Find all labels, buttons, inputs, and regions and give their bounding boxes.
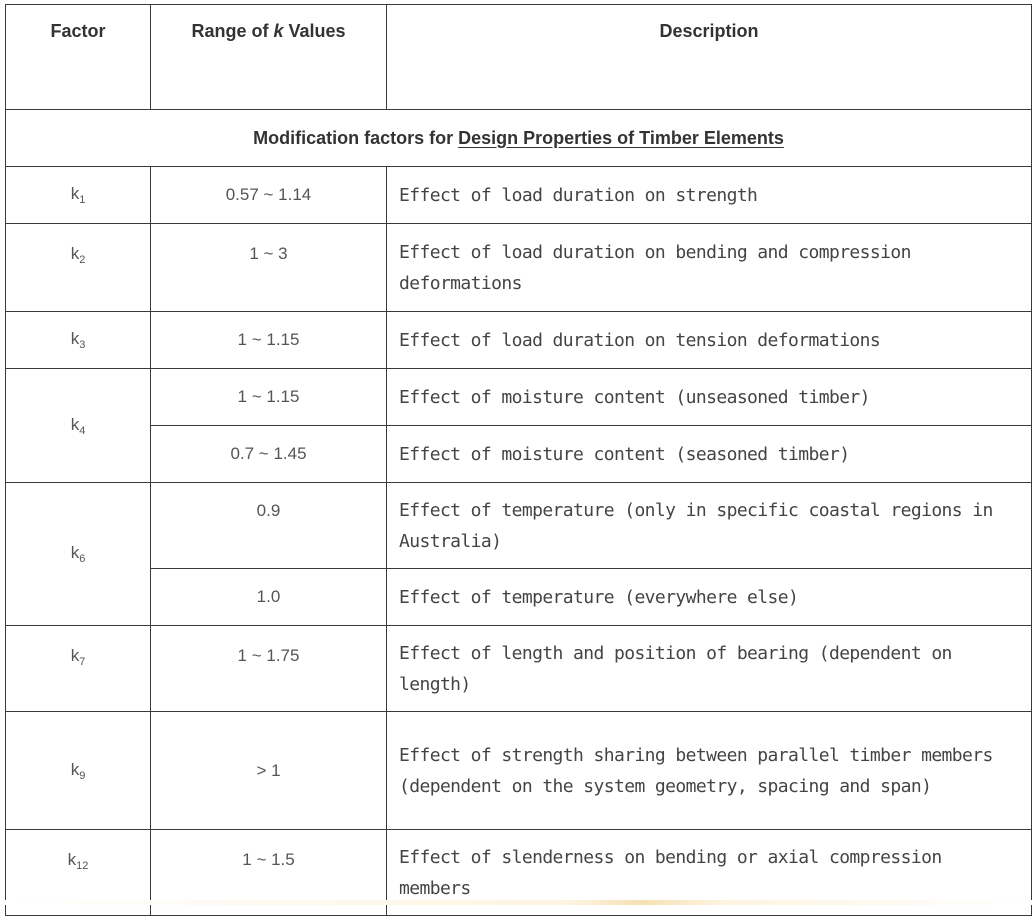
description-cell: Effect of temperature (only in specific coastal regions in Australia) [387,483,1032,569]
range-cell: 1 ~ 1.75 [151,626,387,712]
factor-symbol: k [70,414,80,434]
factor-cell [6,312,151,369]
table-row [6,626,1032,712]
factor-cell [6,626,151,712]
factor-cell [6,224,151,312]
section-row [6,110,1032,167]
factor-subscript: 2 [79,254,86,266]
description-cell: Effect of load duration on bending and compression deformations [387,224,1032,312]
header-range-prefix: Range of [191,21,274,41]
header-range [151,5,387,110]
factor-subscript: 4 [79,424,86,437]
range-cell: 1 ~ 3 [151,224,387,312]
factor-symbol: k [70,759,80,779]
table-row [6,312,1032,369]
modification-factors-table [5,4,1032,916]
section-heading [6,110,1032,167]
description-cell: Effect of length and position of bearing (dependent on length) [387,626,1032,712]
range-cell: 0.57 ~ 1.14 [151,167,387,224]
description-cell: Effect of load duration on tension deformations [387,312,1032,369]
factor-subscript: 3 [79,339,86,351]
factor-symbol: k [70,543,80,562]
section-prefix: Modification factors for [253,127,459,148]
header-row [6,5,1032,110]
range-cell: 1.0 [151,569,387,626]
factor-symbol: k [70,184,80,203]
range-cell: 1 ~ 1.15 [151,312,387,369]
factor-subscript: 12 [76,860,89,872]
table-row [6,369,1032,426]
description-cell: Effect of load duration on strength [387,167,1032,224]
factor-subscript: 1 [79,194,86,206]
description-cell: Effect of moisture content (unseasoned timber) [387,369,1032,426]
bottom-strip [0,900,1034,905]
description-cell: Effect of temperature (everywhere else) [387,569,1032,626]
factor-subscript: 9 [79,769,86,782]
factor-symbol: k [70,329,80,348]
factor-cell [6,712,151,830]
range-cell: 0.9 [151,483,387,569]
range-cell: > 1 [151,712,387,830]
range-cell: 1 ~ 1.15 [151,369,387,426]
table-row [6,224,1032,312]
header-range-suffix: Values [283,21,346,41]
header-description: Description [387,5,1032,110]
header-range-k: k [273,21,284,41]
design-properties-link[interactable]: Design Properties of Timber Elements [458,127,784,148]
factor-symbol: k [67,850,77,869]
header-factor: Factor [6,5,151,110]
factor-symbol: k [70,244,80,263]
factor-symbol: k [70,646,80,665]
description-cell: Effect of strength sharing between parallel timber members (dependent on the system geometry, spacing and span) [387,712,1032,830]
factor-subscript: 7 [79,656,86,668]
table-row [6,712,1032,830]
factor-subscript: 6 [79,553,86,565]
factor-cell [6,483,151,626]
table-row [6,426,1032,483]
range-cell: 1 ~ 1.5 [151,830,387,916]
table-row [6,483,1032,569]
description-cell: Effect of slenderness on bending or axial compression members [387,830,1032,916]
factor-cell [6,369,151,483]
description-cell: Effect of moisture content (seasoned timber) [387,426,1032,483]
table-row [6,167,1032,224]
factor-cell [6,167,151,224]
table-row [6,569,1032,626]
range-cell: 0.7 ~ 1.45 [151,426,387,483]
